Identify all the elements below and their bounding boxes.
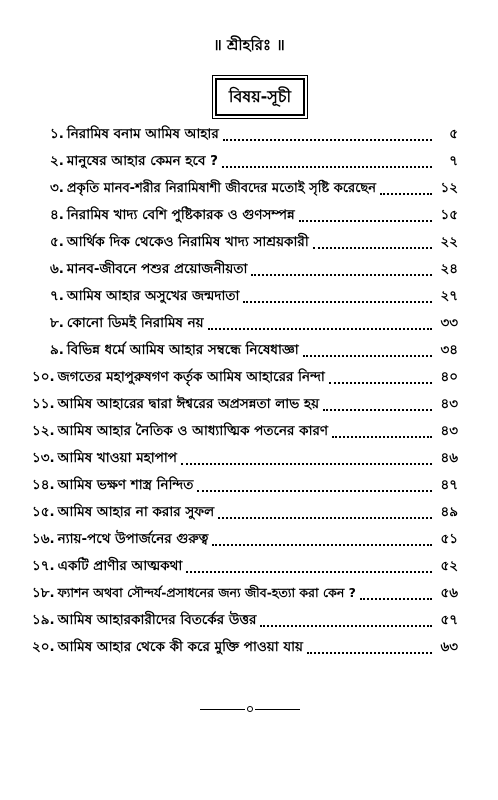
dot-leader xyxy=(208,328,432,330)
entry-page: ২৭ xyxy=(440,288,458,304)
entry-title: আমিষ আহার নৈতিক ও আধ্যাত্মিক পতনের কারণ xyxy=(57,423,329,439)
entry-title: জগতের মহাপুরুষগণ কর্তৃক আমিষ আহারের নিন্দা xyxy=(57,369,325,385)
dot-leader xyxy=(380,193,432,195)
toc-entry[interactable] xyxy=(32,367,458,389)
dot-leader xyxy=(181,463,432,465)
entry-number: ৪. xyxy=(50,207,64,223)
entry-number: ১০. xyxy=(32,369,55,385)
entry-page: ৩৪ xyxy=(440,342,458,358)
entry-title: আমিষ ভক্ষণ শাস্ত্র নিন্দিত xyxy=(57,477,194,493)
entry-page: ২৪ xyxy=(440,261,458,277)
toc-entry[interactable] xyxy=(32,556,458,578)
entry-title: ফ্যাশন অথবা সৌন্দর্য-প্রসাধনের জন্য জীব-হত্যা করা কেন ? xyxy=(57,585,356,600)
entry-page: ৫১ xyxy=(440,531,458,547)
dot-leader xyxy=(223,139,432,141)
entry-title: ন্যায়-পথে উপার্জনের গুরুত্ব xyxy=(57,531,209,547)
entry-page: ৩৩ xyxy=(440,315,458,331)
entry-title: নিরামিষ বনাম আমিষ আহার xyxy=(66,126,219,142)
entry-title: আমিষ আহারের দ্বারা ঈশ্বরের অপ্রসন্নতা লাভ হয় xyxy=(57,396,320,412)
entry-number: ১. xyxy=(50,126,64,142)
entry-title: নিরামিষ খাদ্য বেশি পুষ্টিকারক ও গুণসম্পন্ন xyxy=(66,207,295,223)
dot-leader xyxy=(222,166,432,168)
entry-title: আমিষ আহার থেকে কী করে মুক্তি পাওয়া যায় xyxy=(57,639,304,655)
entry-page: ১২ xyxy=(440,180,458,196)
entry-title: বিভিন্ন ধর্মে আমিষ আহার সম্বন্ধে নিষেধাজ্ঞা xyxy=(66,342,299,358)
entry-number: ১১. xyxy=(32,396,55,412)
entry-page: ৪৯ xyxy=(440,504,458,520)
entry-page: ১৫ xyxy=(440,207,458,223)
toc-entry[interactable] xyxy=(50,232,458,254)
entry-title: মানুষের আহার কেমন হবে ? xyxy=(66,153,218,169)
entry-number: ২. xyxy=(50,153,64,169)
entry-page: ২২ xyxy=(440,234,458,250)
entry-number: ৬. xyxy=(50,261,64,277)
ornament-circle xyxy=(247,706,253,712)
entry-number: ৫. xyxy=(50,234,64,250)
entry-title: আমিষ আহার না করার সুফল xyxy=(57,504,215,520)
toc-title: বিষয়-সূচী xyxy=(228,86,292,106)
entry-number: ৮. xyxy=(50,315,64,331)
toc-entry[interactable] xyxy=(32,529,458,551)
dot-leader xyxy=(186,571,432,573)
dot-leader xyxy=(243,301,432,303)
entry-page: ৫ xyxy=(449,126,458,142)
entry-page: ৫৭ xyxy=(440,612,458,628)
entry-title: মানব-জীবনে পশুর প্রয়োজনীয়তা xyxy=(66,261,248,277)
dot-leader xyxy=(307,652,432,654)
entry-title: আর্থিক দিক থেকেও নিরামিষ খাদ্য সাশ্রয়কারী xyxy=(66,234,309,250)
entry-title: প্রকৃতি মানব-শরীর নিরামিষাশী জীবদের মতোই সৃষ্টি করেছেন xyxy=(66,181,377,196)
entry-title: আমিষ খাওয়া মহাপাপ xyxy=(57,450,177,466)
entry-page: ৬৩ xyxy=(440,639,458,655)
entry-number: ১২. xyxy=(32,423,55,439)
dot-leader xyxy=(329,382,432,384)
dot-leader xyxy=(218,517,432,519)
entry-page: ৪৭ xyxy=(440,477,458,493)
entry-page: ৪০ xyxy=(440,369,458,385)
ornament-line-right xyxy=(255,709,300,710)
toc-entry[interactable] xyxy=(32,448,458,470)
toc-entry[interactable] xyxy=(50,124,458,146)
entry-page: ৪৬ xyxy=(440,450,458,466)
entry-number: ১৩. xyxy=(32,450,55,466)
entry-title: আমিষ আহার অসুখের জন্মদাতা xyxy=(66,288,240,304)
entry-number: ১৮. xyxy=(32,585,55,601)
entry-number: ১৯. xyxy=(32,612,55,628)
dot-leader xyxy=(360,598,432,600)
toc-entry[interactable] xyxy=(32,637,458,659)
entry-number: ১৫. xyxy=(32,504,55,520)
entry-title: একটি প্রাণীর আত্মকথা xyxy=(57,558,183,574)
toc-entry[interactable] xyxy=(32,394,458,416)
entry-title: কোনো ডিমই নিরামিষ নয় xyxy=(66,315,204,331)
dot-leader xyxy=(332,436,432,438)
dot-leader xyxy=(260,625,432,627)
dot-leader xyxy=(197,490,432,492)
toc-entry[interactable] xyxy=(32,502,458,524)
toc-entry[interactable] xyxy=(50,286,458,308)
toc-entry[interactable] xyxy=(50,313,458,335)
dot-leader xyxy=(251,274,432,276)
ornament-line-left xyxy=(200,709,245,710)
footer-ornament xyxy=(200,704,300,714)
toc-entry[interactable] xyxy=(50,340,458,362)
entry-page: ৭ xyxy=(449,153,458,169)
entry-number: ৯. xyxy=(50,342,64,358)
toc-entry[interactable] xyxy=(50,151,458,173)
dot-leader xyxy=(212,544,432,546)
dot-leader xyxy=(299,220,432,222)
entry-number: ৭. xyxy=(50,288,64,304)
page-header: ॥ শ্রীহরিঃ ॥ xyxy=(213,36,285,54)
toc-entry[interactable] xyxy=(50,205,458,227)
toc-entry[interactable] xyxy=(50,178,458,200)
toc-entry[interactable] xyxy=(32,610,458,632)
entry-number: ১৬. xyxy=(32,531,55,547)
entry-page: ৫৬ xyxy=(440,585,458,601)
dot-leader xyxy=(303,355,432,357)
entry-page: ৪৩ xyxy=(440,423,458,439)
entry-title: আমিষ আহারকারীদের বিতর্কের উত্তর xyxy=(57,612,257,628)
toc-title-box xyxy=(215,78,305,116)
toc-entry[interactable] xyxy=(32,421,458,443)
entry-number: ৩. xyxy=(50,180,64,196)
dot-leader xyxy=(323,409,432,411)
toc-entry[interactable] xyxy=(32,475,458,497)
entry-page: ৫২ xyxy=(440,558,458,574)
dot-leader xyxy=(313,247,432,249)
entry-number: ২০. xyxy=(32,639,55,655)
entry-page: ৪৩ xyxy=(440,396,458,412)
toc-entry[interactable] xyxy=(32,583,458,605)
entry-number: ১৪. xyxy=(32,477,55,493)
toc-entry[interactable] xyxy=(50,259,458,281)
entry-number: ১৭. xyxy=(32,558,55,574)
